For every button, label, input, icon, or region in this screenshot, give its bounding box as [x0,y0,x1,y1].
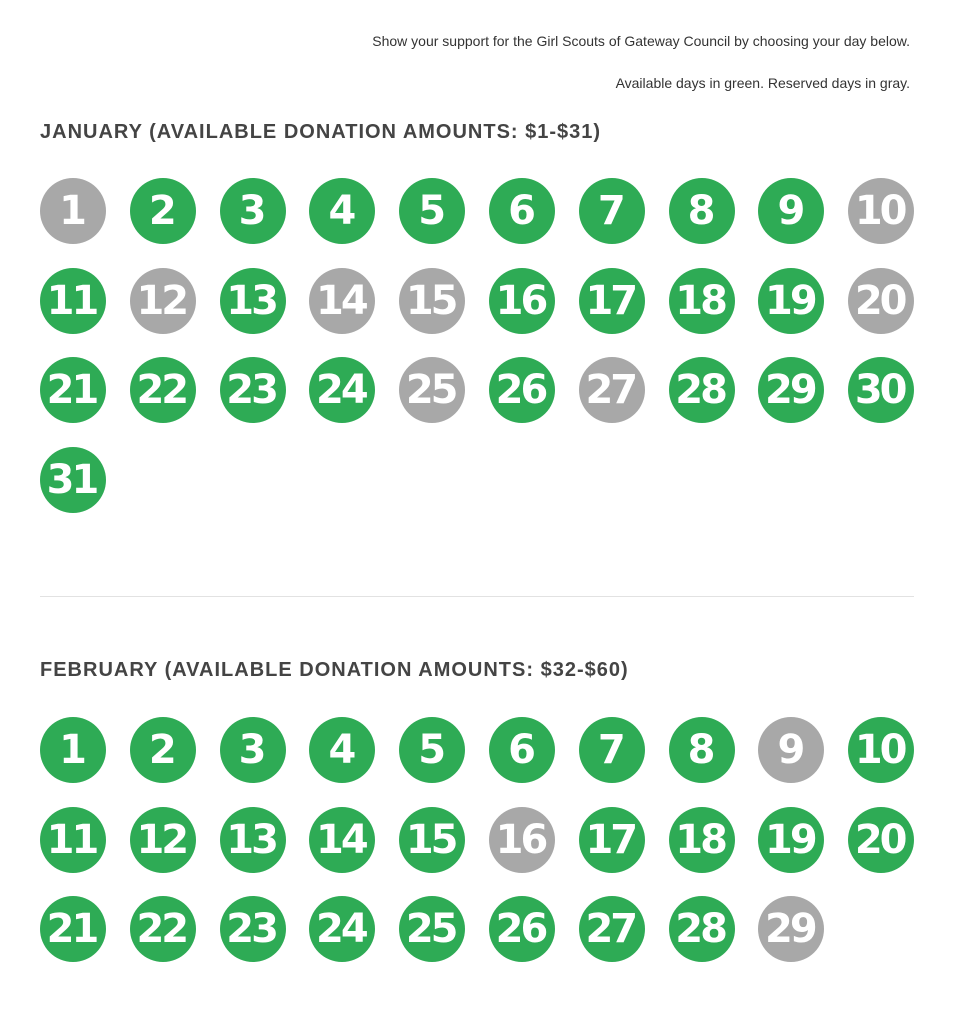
january-day-27-reserved: 27 [579,357,645,423]
january-day-12-reserved: 12 [130,268,196,334]
january-day-2-available[interactable]: 2 [130,178,196,244]
february-heading: FEBRUARY (AVAILABLE DONATION AMOUNTS: $32-$60) [40,659,629,681]
february-day-7-available[interactable]: 7 [579,717,645,783]
february-day-26-available[interactable]: 26 [489,896,555,962]
january-day-20-reserved: 20 [848,268,914,334]
february-day-28-available[interactable]: 28 [669,896,735,962]
january-day-22-available[interactable]: 22 [130,357,196,423]
february-day-27-available[interactable]: 27 [579,896,645,962]
february-day-18-available[interactable]: 18 [669,807,735,873]
section-divider [40,596,914,597]
january-day-5-available[interactable]: 5 [399,178,465,244]
february-day-12-available[interactable]: 12 [130,807,196,873]
january-day-16-available[interactable]: 16 [489,268,555,334]
january-day-10-reserved: 10 [848,178,914,244]
february-day-25-available[interactable]: 25 [399,896,465,962]
february-day-11-available[interactable]: 11 [40,807,106,873]
february-day-19-available[interactable]: 19 [758,807,824,873]
february-day-16-reserved: 16 [489,807,555,873]
january-day-18-available[interactable]: 18 [669,268,735,334]
february-day-14-available[interactable]: 14 [309,807,375,873]
february-day-5-available[interactable]: 5 [399,717,465,783]
february-day-20-available[interactable]: 20 [848,807,914,873]
january-day-25-reserved: 25 [399,357,465,423]
january-day-14-reserved: 14 [309,268,375,334]
february-day-13-available[interactable]: 13 [220,807,286,873]
january-day-3-available[interactable]: 3 [220,178,286,244]
january-day-23-available[interactable]: 23 [220,357,286,423]
february-day-9-reserved: 9 [758,717,824,783]
february-day-grid [40,717,920,962]
january-day-15-reserved: 15 [399,268,465,334]
february-day-3-available[interactable]: 3 [220,717,286,783]
february-day-21-available[interactable]: 21 [40,896,106,962]
january-day-17-available[interactable]: 17 [579,268,645,334]
february-day-22-available[interactable]: 22 [130,896,196,962]
january-day-21-available[interactable]: 21 [40,357,106,423]
january-day-28-available[interactable]: 28 [669,357,735,423]
january-day-26-available[interactable]: 26 [489,357,555,423]
january-heading: JANUARY (AVAILABLE DONATION AMOUNTS: $1-$31) [40,121,602,143]
february-day-24-available[interactable]: 24 [309,896,375,962]
february-day-1-available[interactable]: 1 [40,717,106,783]
february-day-17-available[interactable]: 17 [579,807,645,873]
january-day-31-available[interactable]: 31 [40,447,106,513]
february-day-23-available[interactable]: 23 [220,896,286,962]
february-day-2-available[interactable]: 2 [130,717,196,783]
january-day-13-available[interactable]: 13 [220,268,286,334]
january-day-7-available[interactable]: 7 [579,178,645,244]
january-day-11-available[interactable]: 11 [40,268,106,334]
february-day-29-reserved: 29 [758,896,824,962]
february-day-8-available[interactable]: 8 [669,717,735,783]
january-day-30-available[interactable]: 30 [848,357,914,423]
january-day-24-available[interactable]: 24 [309,357,375,423]
support-intro-text: Show your support for the Girl Scouts of Gateway Council by choosing your day below. [372,33,910,49]
legend-text: Available days in green. Reserved days in gray. [615,75,910,91]
february-day-6-available[interactable]: 6 [489,717,555,783]
january-day-19-available[interactable]: 19 [758,268,824,334]
january-day-4-available[interactable]: 4 [309,178,375,244]
february-day-15-available[interactable]: 15 [399,807,465,873]
february-day-10-available[interactable]: 10 [848,717,914,783]
january-day-1-reserved: 1 [40,178,106,244]
february-day-4-available[interactable]: 4 [309,717,375,783]
january-day-6-available[interactable]: 6 [489,178,555,244]
january-day-8-available[interactable]: 8 [669,178,735,244]
january-day-9-available[interactable]: 9 [758,178,824,244]
january-day-grid [40,178,920,513]
january-day-29-available[interactable]: 29 [758,357,824,423]
